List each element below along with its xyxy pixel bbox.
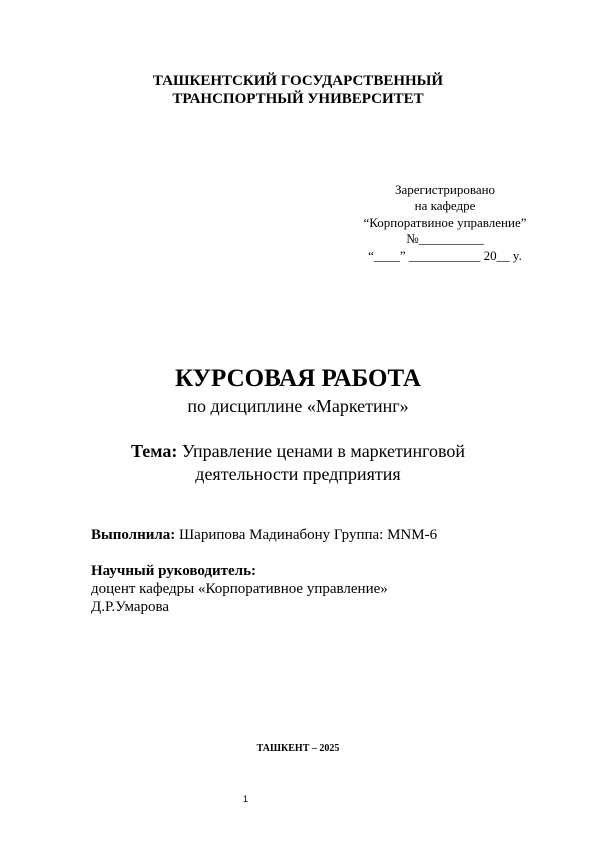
- topic-text-1: Управление ценами в маркетинговой: [177, 441, 466, 461]
- performer-line: [91, 526, 437, 544]
- university-line-1: ТАШКЕНТСКИЙ ГОСУДАРСТВЕННЫЙ: [152, 73, 444, 89]
- registration-number: №__________: [406, 231, 484, 246]
- supervisor-label: Научный руководитель:: [91, 563, 256, 579]
- registration-date: “____” ___________ 20__ y.: [368, 248, 522, 263]
- footer-city-year: ТАШКЕНТ – 2025: [256, 743, 340, 754]
- registration-line-1: Зарегистрировано: [394, 182, 496, 197]
- document-title: КУРСОВАЯ РАБОТА: [175, 365, 421, 392]
- topic-line-1: [0, 440, 596, 462]
- university-line-2: ТРАНСПОРТНЫЙ УНИВЕРСИТЕТ: [172, 91, 424, 107]
- performer-value: Шарипова Мадинабону Группа: MNM-6: [175, 527, 438, 543]
- topic-label: Тема:: [130, 441, 178, 461]
- registration-line-2: на кафедре: [414, 198, 476, 213]
- supervisor-position: доцент кафедры «Корпоративное управление»: [91, 581, 388, 597]
- performer-label: Выполнила:: [91, 527, 176, 543]
- registration-department: “Корпоратвиное управление”: [363, 215, 527, 230]
- discipline-line: по дисциплине «Маркетинг»: [187, 396, 409, 416]
- topic-line-2: деятельности предприятия: [195, 464, 401, 484]
- page-number: 1: [243, 794, 249, 804]
- supervisor-name: Д.Р.Умарова: [91, 599, 170, 615]
